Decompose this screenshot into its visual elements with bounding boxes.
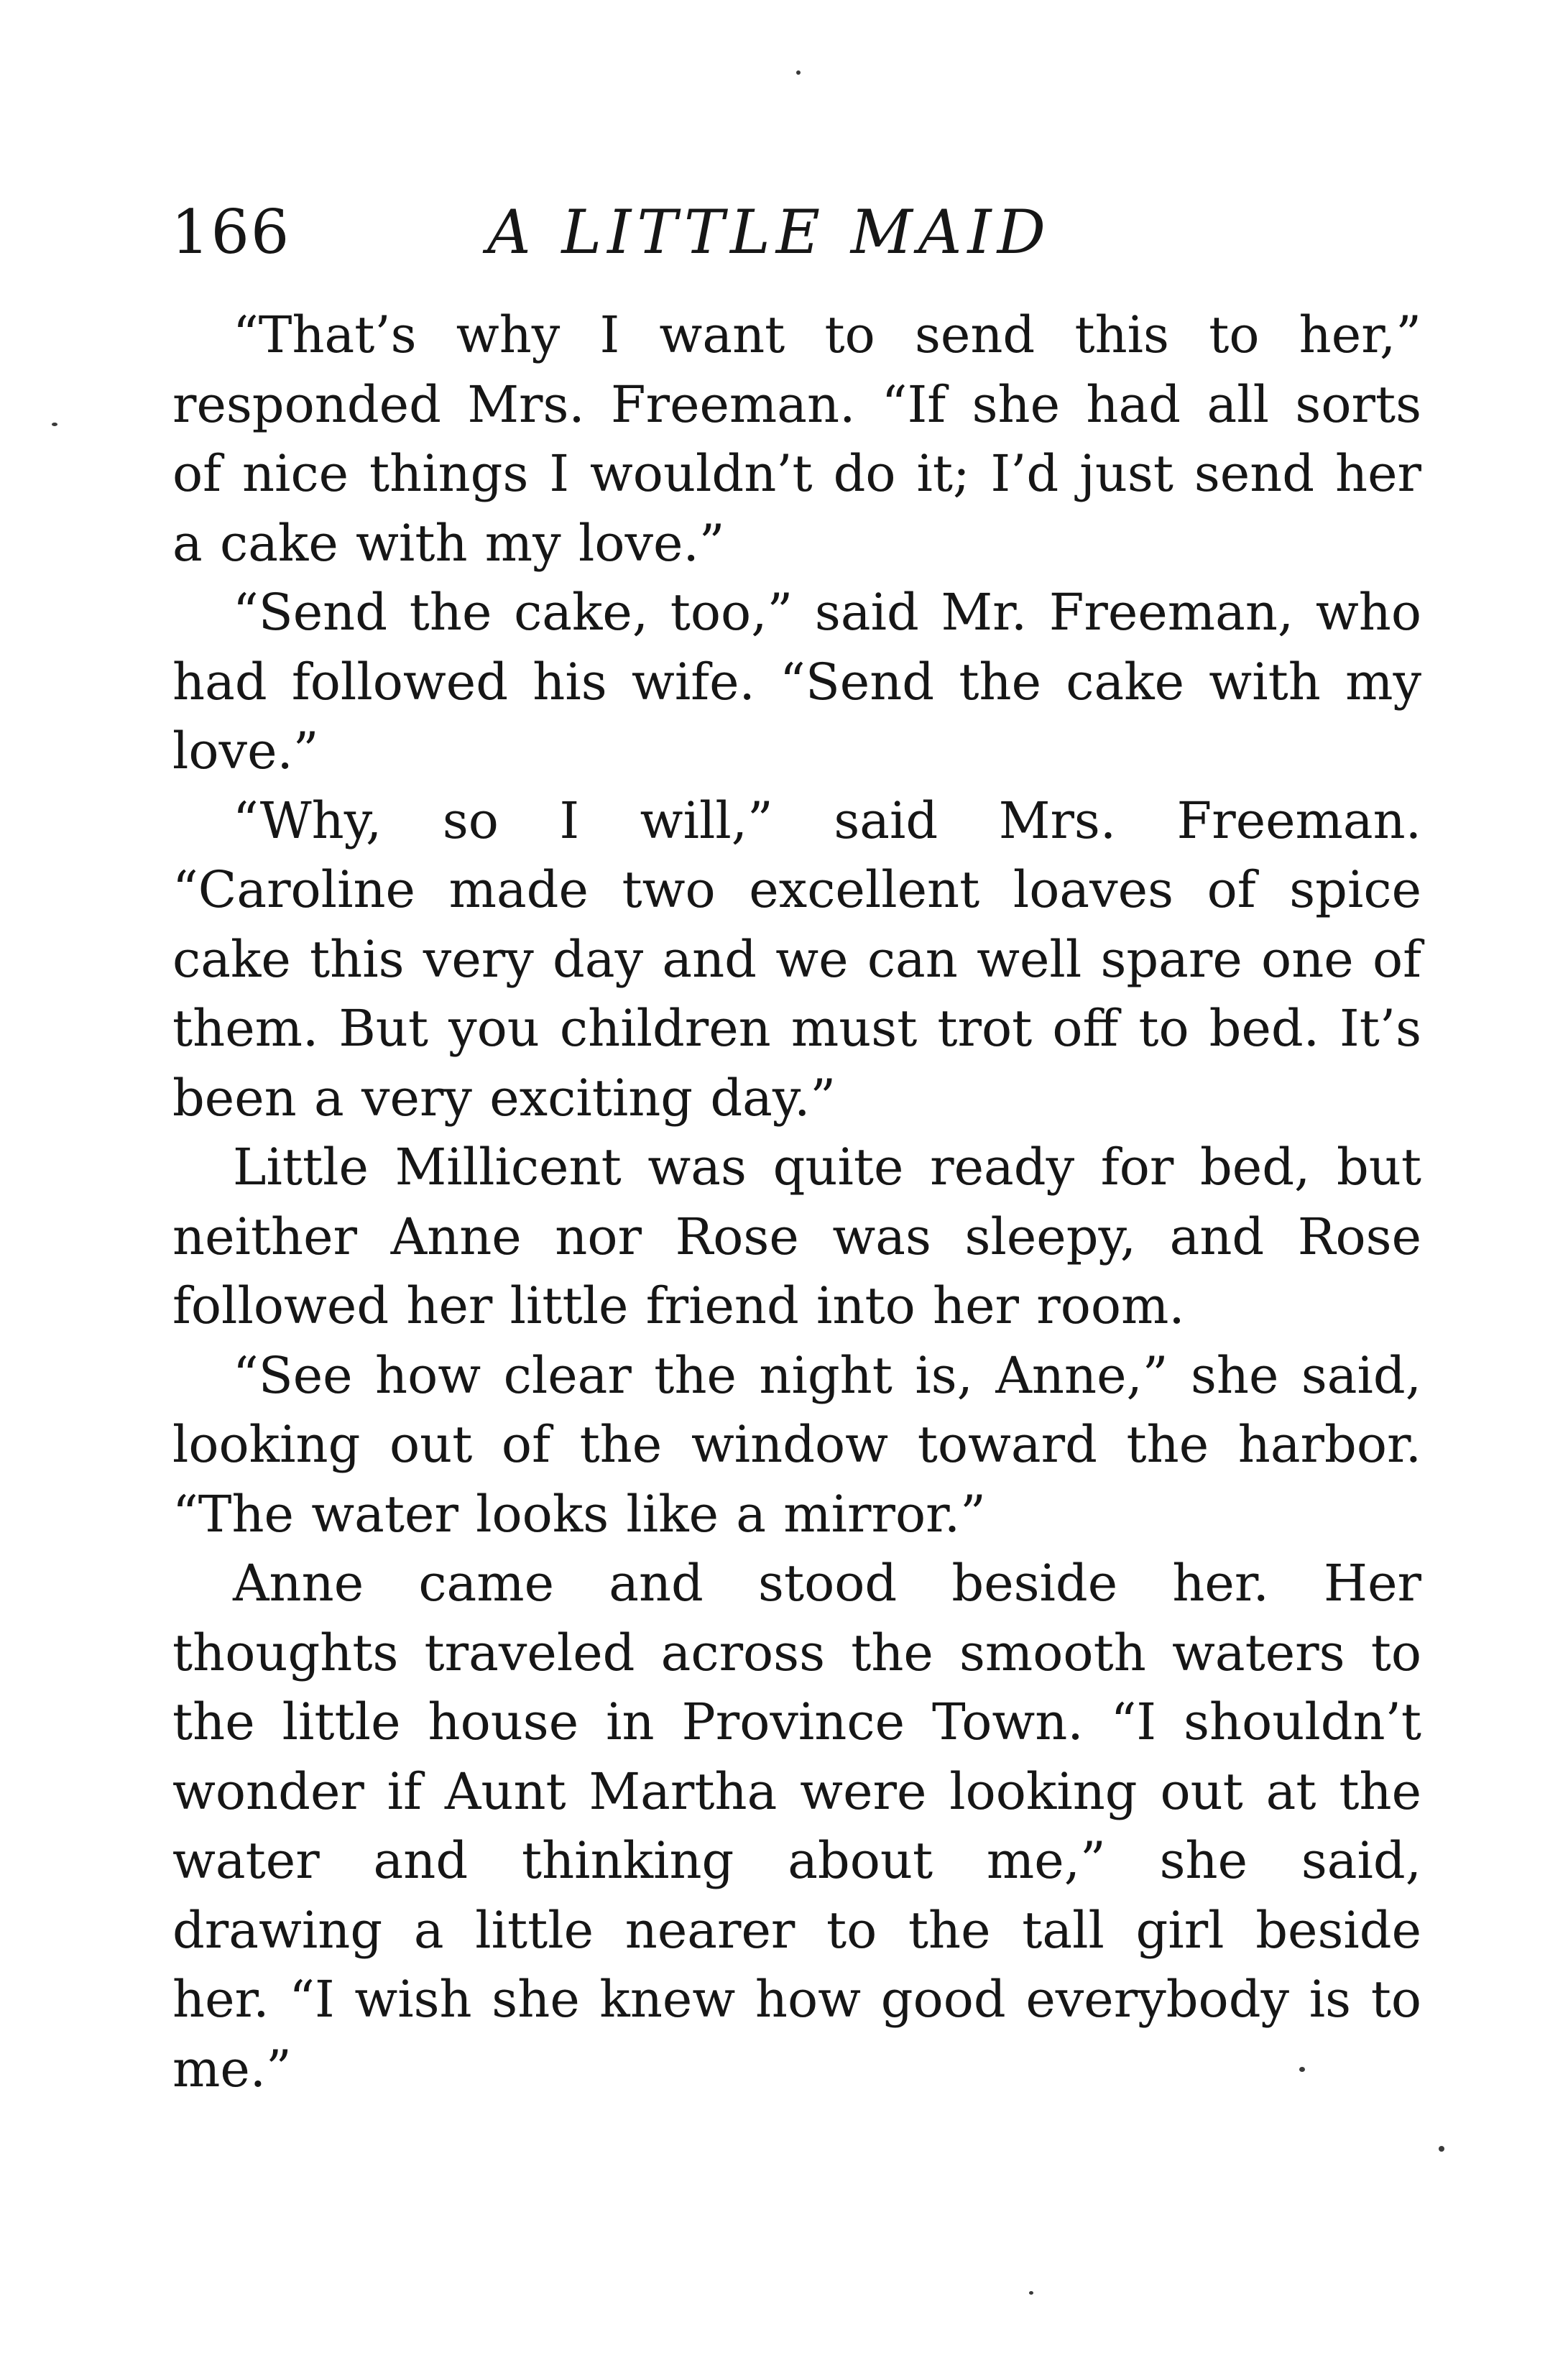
paragraph: “Why, so I will,” said Mrs. Freeman. “Caroline made two excellent loaves of spice cake this very day and we can well spare one of them. But you children must trot off to bed. It’s been a very exciting day.” — [172, 791, 1421, 1128]
scan-speck — [796, 70, 801, 75]
paragraph: “That’s why I want to send this to her,” responded Mrs. Freeman. “If she had all sorts of nice things I wouldn’t do it; I’d just send her a cake with my love.” — [172, 305, 1421, 573]
scan-speck — [1299, 2067, 1305, 2072]
page-number: 166 — [171, 197, 291, 267]
body-text — [172, 300, 1421, 2104]
paragraph: “Send the cake, too,” said Mr. Freeman, who had followed his wife. “Send the cake with my love.” — [172, 583, 1421, 780]
page-header — [171, 193, 1429, 272]
paragraph: Little Millicent was quite ready for bed, but neither Anne nor Rose was sleepy, and Rose followed her little friend into her room. — [172, 1138, 1421, 1335]
paragraph: “See how clear the night is, Anne,” she said, looking out of the window toward the harbor. “The water looks like a mirror.” — [172, 1345, 1421, 1544]
running-title: A LITTLE MAID — [487, 197, 1051, 267]
scan-speck — [52, 423, 57, 426]
paragraph: Anne came and stood beside her. Her thoughts traveled across the smooth waters to the little house in Province Town. “I shouldn’t wonder if Aunt Martha were looking out at the water and thinking about me,” she said, drawing a little nearer to the tall girl beside her. “I wish she knew how good everybody is to me.” — [172, 1554, 1421, 2099]
scan-speck — [1439, 2146, 1444, 2152]
scan-speck — [1029, 2291, 1033, 2295]
